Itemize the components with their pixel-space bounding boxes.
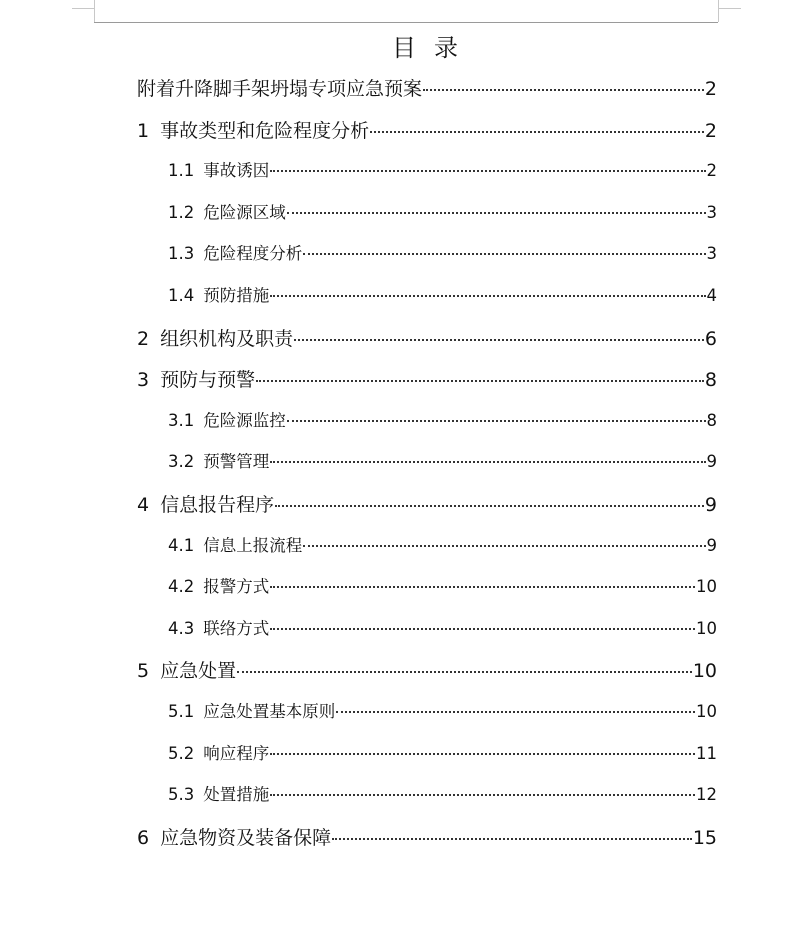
toc-entry[interactable]: [137, 656, 717, 683]
toc-entry[interactable]: [168, 240, 717, 264]
toc-dot-leader: [270, 753, 695, 755]
toc-entry-text: 信息上报流程: [203, 535, 303, 555]
toc-dot-leader: [270, 461, 705, 463]
toc-dot-leader: [270, 295, 705, 297]
toc-dot-leader: [270, 628, 695, 630]
toc-entry-page-number: 10: [692, 660, 717, 683]
toc-dot-leader: [423, 89, 704, 91]
toc-dot-leader: [303, 253, 705, 255]
toc-dot-leader: [270, 794, 695, 796]
toc-entry-text: 处置措施: [203, 785, 270, 805]
page-corner-mark: [718, 0, 719, 22]
toc-entry-number: 1.4: [168, 286, 195, 305]
toc-entry[interactable]: [168, 448, 717, 472]
toc-entry-text: 信息报告程序: [160, 494, 275, 516]
toc-entry-page-number: 10: [696, 618, 717, 638]
toc-entry-page-number: 2: [706, 161, 717, 181]
toc-entry-text: 预警管理: [203, 452, 270, 472]
toc-entry-page-number: 9: [706, 535, 717, 555]
toc-entry[interactable]: [168, 532, 717, 556]
toc-dot-leader: [294, 339, 704, 341]
page-corner-mark: [94, 0, 95, 22]
toc-entry-text: 危险源区域: [203, 202, 286, 222]
toc-entry-page-number: 2: [704, 119, 717, 142]
toc-entry[interactable]: [168, 573, 717, 597]
toc-entry[interactable]: [137, 324, 717, 351]
toc-dot-leader: [303, 545, 705, 547]
toc-entry-number: 4.2: [168, 577, 195, 597]
toc-dot-leader: [256, 380, 704, 382]
toc-entry-number: 3.2: [168, 452, 195, 472]
toc-entry-number: 4: [137, 494, 150, 516]
toc-entry-number: 1.3: [168, 244, 195, 264]
toc-entry-text: 危险程度分析: [203, 244, 303, 264]
toc-dot-leader: [332, 838, 692, 840]
toc-entry-text: 报警方式: [203, 577, 270, 597]
toc-entry[interactable]: [137, 365, 717, 392]
toc-entry[interactable]: [168, 199, 717, 223]
toc-entry-page-number: 4: [706, 286, 717, 305]
toc-title: 目录: [392, 34, 476, 62]
toc-entry-text: 事故类型和危险程度分析: [160, 119, 370, 142]
toc-entry-text: 联络方式: [203, 618, 270, 638]
toc-entry[interactable]: [168, 615, 717, 639]
toc-entry[interactable]: [168, 781, 717, 805]
toc-dot-leader: [270, 586, 695, 588]
toc-entry-number: 5.1: [168, 702, 195, 721]
toc-entry-number: 3: [137, 369, 150, 392]
toc-entry[interactable]: [168, 740, 717, 764]
toc-entry-number: 1.1: [168, 161, 195, 181]
toc-dot-leader: [336, 711, 695, 713]
toc-entry-page-number: 10: [696, 702, 717, 721]
toc-entry-page-number: 3: [706, 244, 717, 264]
toc-entry-page-number: 8: [704, 369, 717, 392]
page-corner-mark: [72, 8, 94, 9]
toc-entry-number: 5: [137, 660, 150, 683]
toc-entry[interactable]: [137, 74, 717, 101]
toc-entry-number: 4.1: [168, 535, 195, 555]
toc-dot-leader: [287, 212, 706, 214]
toc-entry-number: 1.2: [168, 202, 195, 222]
toc-entry-page-number: 3: [706, 202, 717, 222]
toc-entry[interactable]: [168, 157, 717, 181]
toc-entry-text: 预防与预警: [160, 369, 256, 392]
toc-entry-page-number: 11: [696, 743, 717, 763]
toc-entry-text: 附着升降脚手架坍塌专项应急预案: [137, 78, 423, 100]
toc-dot-leader: [370, 131, 704, 133]
toc-entry-page-number: 2: [704, 78, 717, 100]
toc-entry-page-number: 15: [692, 826, 717, 849]
toc-entry[interactable]: [137, 490, 717, 517]
toc-entry-page-number: 8: [706, 410, 717, 430]
header-rule: [94, 22, 718, 23]
toc-entry-number: 3.1: [168, 410, 195, 430]
toc-entry-page-number: 12: [696, 785, 717, 805]
toc-entry-page-number: 6: [704, 327, 717, 350]
toc-dot-leader: [275, 505, 704, 507]
toc-entry-page-number: 9: [704, 494, 717, 516]
toc-entry-page-number: 9: [706, 452, 717, 472]
toc-entry[interactable]: [168, 698, 717, 722]
toc-entry-number: 6: [137, 826, 150, 849]
toc-entry-number: 4.3: [168, 618, 195, 638]
toc-entry-number: 2: [137, 327, 150, 350]
toc-entry[interactable]: [137, 116, 717, 143]
toc-entry-number: 5.2: [168, 743, 195, 763]
toc-entry-number: 1: [137, 119, 150, 142]
toc-entry[interactable]: [168, 282, 717, 306]
toc-entry-text: 应急物资及装备保障: [160, 826, 332, 849]
toc-dot-leader: [237, 671, 692, 673]
toc-entry-text: 事故诱因: [203, 161, 270, 181]
toc-entry-text: 预防措施: [203, 286, 270, 305]
toc-entry-text: 应急处置: [160, 660, 237, 683]
toc-entry[interactable]: [137, 823, 717, 850]
toc-entry-text: 危险源监控: [203, 410, 286, 430]
toc-entry-number: 5.3: [168, 785, 195, 805]
toc-entry-page-number: 10: [696, 577, 717, 597]
toc-dot-leader: [270, 170, 705, 172]
toc-entry[interactable]: [168, 407, 717, 431]
toc-entry-text: 应急处置基本原则: [203, 702, 336, 721]
page-corner-mark: [719, 8, 741, 9]
toc-dot-leader: [287, 420, 706, 422]
toc-entry-text: 响应程序: [203, 743, 270, 763]
toc-entry-text: 组织机构及职责: [160, 327, 294, 350]
